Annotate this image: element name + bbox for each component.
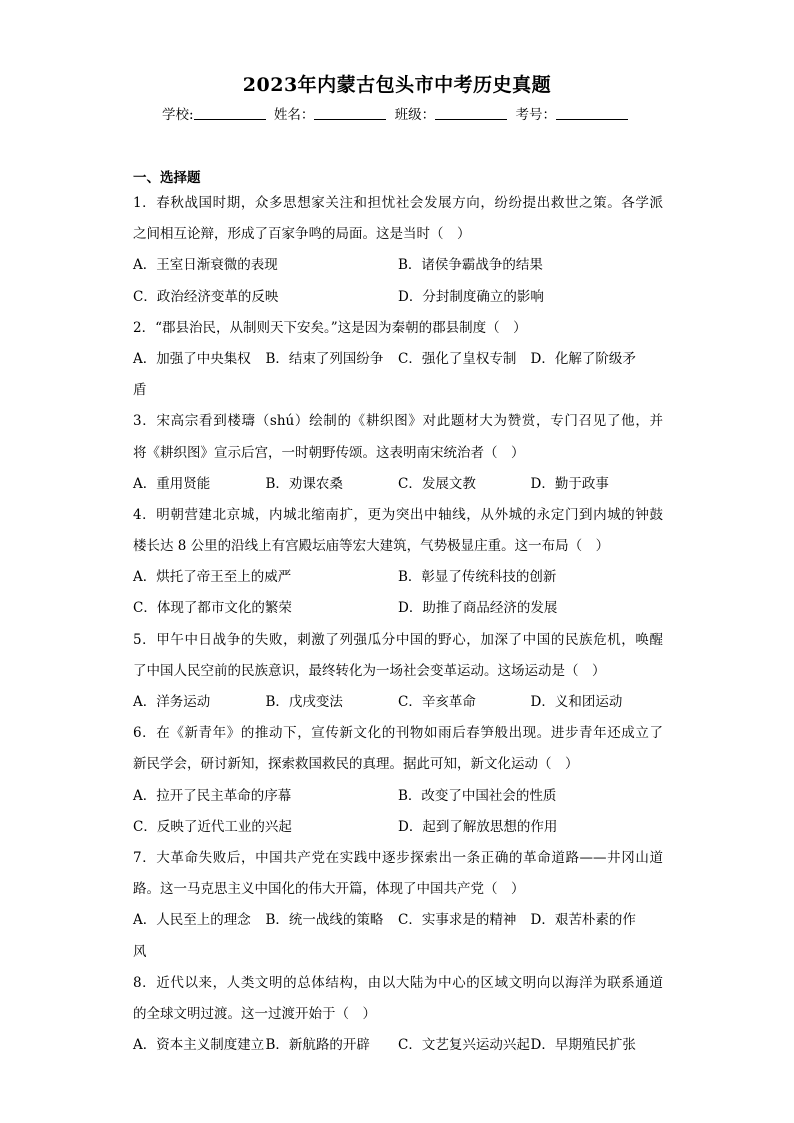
q8-option-c[interactable]: C．文艺复兴运动兴起 <box>398 1037 530 1054</box>
question-7-stem-line-2: 路。这一马克思主义中国化的伟大开篇，体现了中国共产党（ ） <box>133 881 525 898</box>
q2-option-d-continued: 盾 <box>133 382 147 399</box>
q1-option-d[interactable]: D．分封制度确立的影响 <box>398 288 544 305</box>
q8-option-d[interactable]: D．早期殖民扩张 <box>530 1037 636 1054</box>
q5-option-d[interactable]: D．义和团运动 <box>530 694 623 710</box>
school-label: 学校: <box>162 107 194 123</box>
q8-option-a[interactable]: A．资本主义制度建立 <box>133 1037 265 1054</box>
q6-option-c[interactable]: C．反映了近代工业的兴起 <box>133 818 292 835</box>
q7-option-a[interactable]: A．人民至上的理念 <box>133 912 251 929</box>
question-5-stem-line-2: 了中国人民空前的民族意识，最终转化为一场社会变革运动。这场运动是（ ） <box>133 662 606 679</box>
question-6-stem-line-2: 新民学会，研讨新知，探索救国救民的真理。据此可知，新文化运动（ ） <box>133 756 579 773</box>
q3-option-d[interactable]: D．勤于政事 <box>530 475 609 492</box>
class-blank[interactable] <box>435 107 507 120</box>
question-8-options <box>133 1030 663 1061</box>
exam-number-blank[interactable] <box>556 107 628 120</box>
q8-option-b[interactable]: B．新航路的开辟 <box>265 1037 370 1054</box>
question-3-stem-line-1: 3．宋高宗看到楼璹（shú）绘制的《耕织图》对此题材大为赞赏，专门召见了他，并 <box>133 413 663 430</box>
student-info-line <box>0 103 794 123</box>
q4-option-b[interactable]: B．彰显了传统科技的创新 <box>398 569 557 586</box>
q1-option-a[interactable]: A．王室日渐衰微的表现 <box>133 257 278 274</box>
q2-option-c[interactable]: C．强化了皇权专制 <box>398 350 517 367</box>
question-4-options-row-2 <box>133 593 663 624</box>
q2-option-d[interactable]: D．化解了阶级矛 <box>530 350 636 367</box>
question-8-stem-line-1: 8．近代以来，人类文明的总体结构，由以大陆为中心的区域文明向以海洋为联系通道 <box>133 974 663 991</box>
class-label: 班级： <box>394 107 436 123</box>
question-1-stem-line-1: 1．春秋战国时期，众多思想家关注和担忧社会发展方向，纷纷提出救世之策。各学派 <box>133 195 663 211</box>
question-8-stem-line-2: 的全球文明过渡。这一过渡开始于（ ） <box>133 1005 376 1022</box>
q4-option-d[interactable]: D．助推了商品经济的发展 <box>398 600 558 617</box>
question-1-options-row-1 <box>133 250 663 281</box>
q3-option-a[interactable]: A．重用贤能 <box>133 475 211 492</box>
q7-option-d-continued: 风 <box>133 943 147 960</box>
q5-option-a[interactable]: A．洋务运动 <box>133 694 211 710</box>
question-4-options-row-1 <box>133 562 663 593</box>
question-4-stem-line-1: 4．明朝营建北京城，内城北缩南扩，更为突出中轴线，从外城的永定门到内城的钟鼓 <box>133 506 663 523</box>
question-5-stem-line-1: 5．甲午中日战争的失败，刺激了列强瓜分中国的野心，加深了中国的民族危机，唤醒 <box>133 631 663 648</box>
q6-option-a[interactable]: A．拉开了民主革命的序幕 <box>133 787 292 804</box>
question-3-stem-line-2: 将《耕织图》宣示后宫，一时朝野传颂。这表明南宋统治者（ ） <box>133 444 525 461</box>
section-heading: 一、选择题 <box>133 170 201 186</box>
q7-option-c[interactable]: C．实事求是的精神 <box>398 912 517 929</box>
name-label: 姓名： <box>273 107 315 123</box>
question-2-stem: 2．“郡县治民，从制则天下安矣。”这是因为秦朝的郡县制度（ ） <box>133 319 527 336</box>
question-list <box>133 188 663 1061</box>
exam-number-label: 考号： <box>515 107 556 123</box>
question-6-stem-line-1: 6．在《新青年》的推动下，宣传新文化的刊物如雨后春笋般出现。进步青年还成立了 <box>133 725 663 742</box>
question-7-stem-line-1: 7．大革命失败后，中国共产党在实践中逐步探索出一条正确的革命道路——井冈山道 <box>133 849 663 866</box>
q3-option-b[interactable]: B．劝课农桑 <box>265 475 343 492</box>
question-7-options <box>133 905 663 936</box>
q1-option-c[interactable]: C．政治经济变革的反映 <box>133 288 279 305</box>
question-1-options-row-2 <box>133 282 663 313</box>
question-4-stem-line-2: 楼长达 8 公里的沿线上有宫殿坛庙等宏大建筑，气势极显庄重。这一布局（ ） <box>133 538 610 555</box>
q6-option-d[interactable]: D．起到了解放思想的作用 <box>398 818 558 835</box>
school-blank[interactable] <box>194 107 266 120</box>
name-blank[interactable] <box>314 107 386 120</box>
q5-option-c[interactable]: C．辛亥革命 <box>398 694 476 710</box>
q2-option-a[interactable]: A．加强了中央集权 <box>133 350 251 367</box>
question-2-options <box>133 344 663 375</box>
question-1-stem-line-2: 之间相互论辩，形成了百家争鸣的局面。这是当时（ ） <box>133 226 471 243</box>
question-6-options-row-2 <box>133 812 663 843</box>
q4-option-c[interactable]: C．体现了都市文化的繁荣 <box>133 600 292 617</box>
question-3-options <box>133 469 663 500</box>
q5-option-b[interactable]: B．戊戌变法 <box>265 694 343 710</box>
question-5-options <box>133 687 663 718</box>
q6-option-b[interactable]: B．改变了中国社会的性质 <box>398 787 557 804</box>
q7-option-b[interactable]: B．统一战线的策略 <box>265 912 384 929</box>
q1-option-b[interactable]: B．诸侯争霸战争的结果 <box>398 257 543 274</box>
q2-option-b[interactable]: B．结束了列国纷争 <box>265 350 384 367</box>
q4-option-a[interactable]: A．烘托了帝王至上的威严 <box>133 569 292 586</box>
question-6-options-row-1 <box>133 781 663 812</box>
q3-option-c[interactable]: C．发展文教 <box>398 475 476 492</box>
page-title: 2023年内蒙古包头市中考历史真题 <box>242 74 552 96</box>
q7-option-d[interactable]: D．艰苦朴素的作 <box>530 912 636 929</box>
